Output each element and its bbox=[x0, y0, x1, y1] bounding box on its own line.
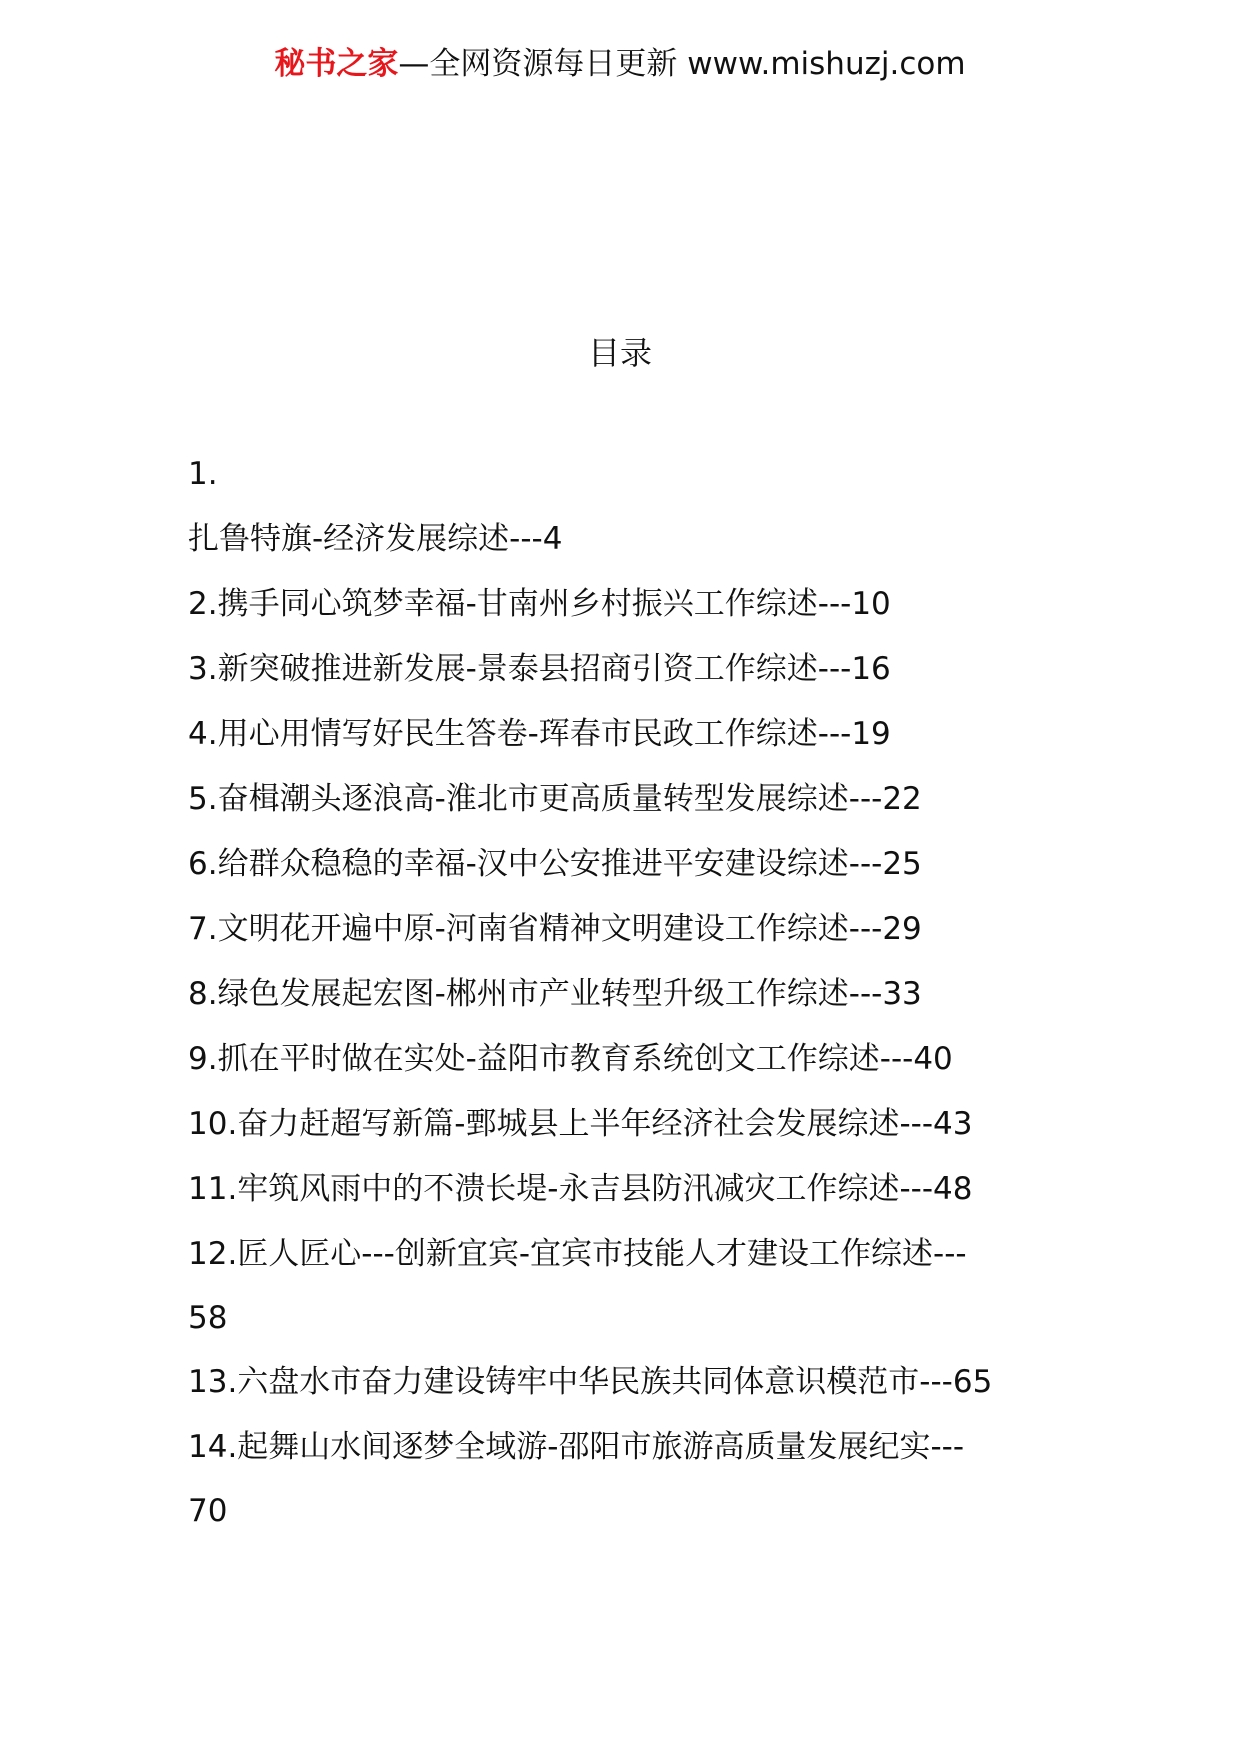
toc-entry-10: 10.奋力赶超写新篇-鄄城县上半年经济社会发展综述---43 bbox=[188, 1106, 973, 1142]
toc-title: 目录 bbox=[587, 334, 652, 372]
toc-entry-11: 11.牢筑风雨中的不溃长堤-永吉县防汛减灾工作综述---48 bbox=[188, 1171, 973, 1207]
toc-entry-3: 3.新突破推进新发展-景泰县招商引资工作综述---16 bbox=[188, 651, 891, 687]
toc-entry-14: 14.起舞山水间逐梦全域游-邵阳市旅游高质量发展纪实--- bbox=[188, 1429, 965, 1465]
toc-entry-7: 7.文明花开遍中原-河南省精神文明建设工作综述---29 bbox=[188, 911, 922, 947]
toc-entry-5: 5.奋楫潮头逐浪高-淮北市更高质量转型发展综述---22 bbox=[188, 781, 922, 817]
toc-entry-14-page: 70 bbox=[188, 1493, 228, 1529]
page-header bbox=[0, 42, 1240, 86]
toc-list bbox=[188, 442, 1068, 1543]
toc-entry-2: 2.携手同心筑梦幸福-甘南州乡村振兴工作综述---10 bbox=[188, 586, 891, 622]
toc-entry-12-page: 58 bbox=[188, 1300, 228, 1336]
toc-entry-9: 9.抓在平时做在实处-益阳市教育系统创文工作综述---40 bbox=[188, 1041, 953, 1077]
toc-entry-6: 6.给群众稳稳的幸福-汉中公安推进平安建设综述---25 bbox=[188, 846, 922, 882]
header-tagline: —全网资源每日更新 www.mishuzj.com bbox=[398, 46, 966, 82]
toc-entry-8: 8.绿色发展起宏图-郴州市产业转型升级工作综述---33 bbox=[188, 976, 922, 1012]
toc-entry-1: 扎鲁特旗-经济发展综述---4 bbox=[188, 521, 563, 557]
toc-entry-12: 12.匠人匠心---创新宜宾-宜宾市技能人才建设工作综述--- bbox=[188, 1236, 967, 1272]
brand-name: 秘书之家 bbox=[274, 46, 399, 82]
toc-entry-number-1: 1. bbox=[188, 456, 218, 492]
toc-entry-13: 13.六盘水市奋力建设铸牢中华民族共同体意识模范市---65 bbox=[188, 1364, 993, 1400]
toc-entry-4: 4.用心用情写好民生答卷-珲春市民政工作综述---19 bbox=[188, 716, 891, 752]
